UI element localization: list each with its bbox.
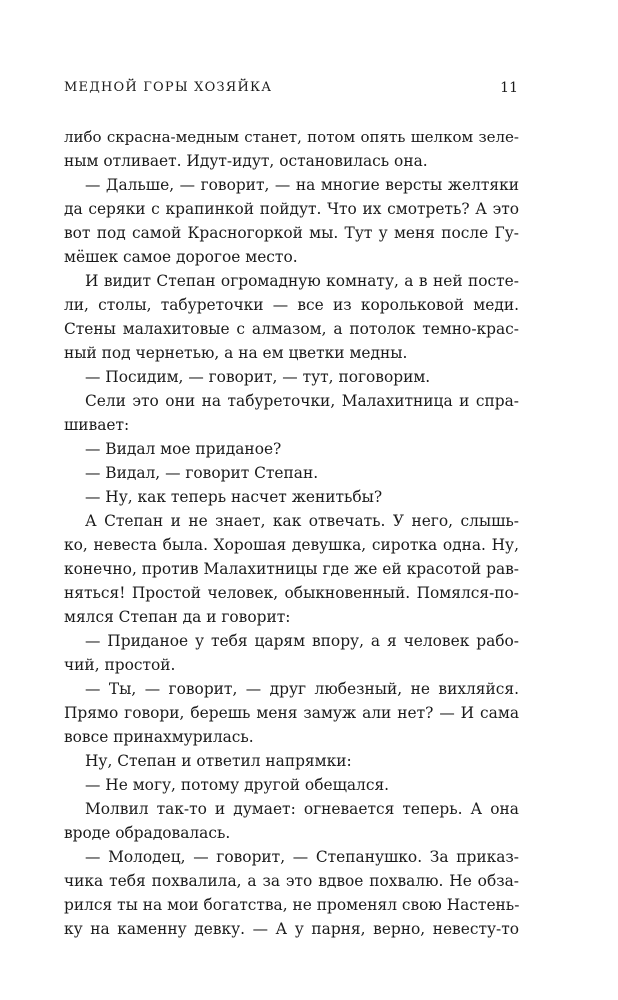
text-line: мялся Степан да и говорит: — [64, 608, 291, 626]
text-line: — Ты, — говорит, — друг любезный, не вихляйся. — [85, 680, 519, 698]
text-line: ли, столы, табуреточки — все из корольковой меди. — [64, 296, 519, 314]
text-line: вовсе принахмурилась. — [64, 728, 254, 746]
text-line: Ну, Степан и ответил напрямки: — [85, 752, 352, 770]
text-line: ку на каменну девку. — А у парня, верно, невесту-то — [64, 920, 519, 938]
text-line: — Дальше, — говорит, — на многие версты желтяки — [85, 176, 519, 194]
text-line: Стены малахитовые с алмазом, а потолок темно-крас- — [64, 320, 519, 338]
running-title: МЕДНОЙ ГОРЫ ХОЗЯЙКА — [64, 80, 273, 95]
text-line: няться! Простой человек, обыкновенный. Помялся-по- — [64, 584, 519, 602]
text-line: Сели это они на табуреточки, Малахитница и спра- — [85, 392, 519, 410]
text-line: Молвил так-то и думает: огневается теперь. А она — [85, 800, 519, 818]
text-line: И видит Степан огромадную комнату, а в ней посте- — [85, 272, 519, 290]
text-line: А Степан и не знает, как отвечать. У него, слышь- — [85, 512, 519, 530]
text-line: чий, простой. — [64, 656, 176, 674]
running-head — [64, 77, 518, 99]
text-line: — Не могу, потому другой обещался. — [85, 776, 390, 794]
text-line: ный под чернетью, а на ем цветки медны. — [64, 344, 408, 362]
text-line: — Видал, — говорит Степан. — [85, 464, 319, 482]
text-line: да серяки с крапинкой пойдут. Что их смотреть? А это — [64, 200, 519, 218]
text-line: рился ты на мои богатства, не променял свою Настень- — [64, 896, 519, 914]
text-line: шивает: — [64, 416, 130, 434]
text-line: ным отливает. Идут-идут, остановилась она. — [64, 152, 428, 170]
text-line: конечно, против Малахитницы где же ей красотой рав- — [64, 560, 519, 578]
text-line: вот под самой Красногоркой мы. Тут у меня после Гу- — [64, 224, 519, 242]
text-line: — Молодец, — говорит, — Степанушко. За приказ- — [85, 848, 519, 866]
text-line: — Ну, как теперь насчет женитьбы? — [85, 488, 383, 506]
text-line: Прямо говори, берешь меня замуж али нет? — И сама — [64, 704, 519, 722]
text-line: ко, невеста была. Хорошая девушка, сиротка одна. Ну, — [64, 536, 519, 554]
text-line: мёшек самое дорогое место. — [64, 248, 298, 266]
text-line: вроде обрадовалась. — [64, 824, 231, 842]
text-line: либо скрасна-медным станет, потом опять шелком зеле- — [64, 128, 519, 146]
text-line: чика тебя похвалила, а за это вдвое похвалю. Не обза- — [64, 872, 519, 890]
text-line: — Посидим, — говорит, — тут, поговорим. — [85, 368, 431, 386]
page-number: 11 — [500, 80, 518, 96]
text-body — [64, 125, 519, 941]
text-line: — Видал мое приданое? — [85, 440, 282, 458]
text-line: — Приданое у тебя царям впору, а я человек рабо- — [85, 632, 519, 650]
